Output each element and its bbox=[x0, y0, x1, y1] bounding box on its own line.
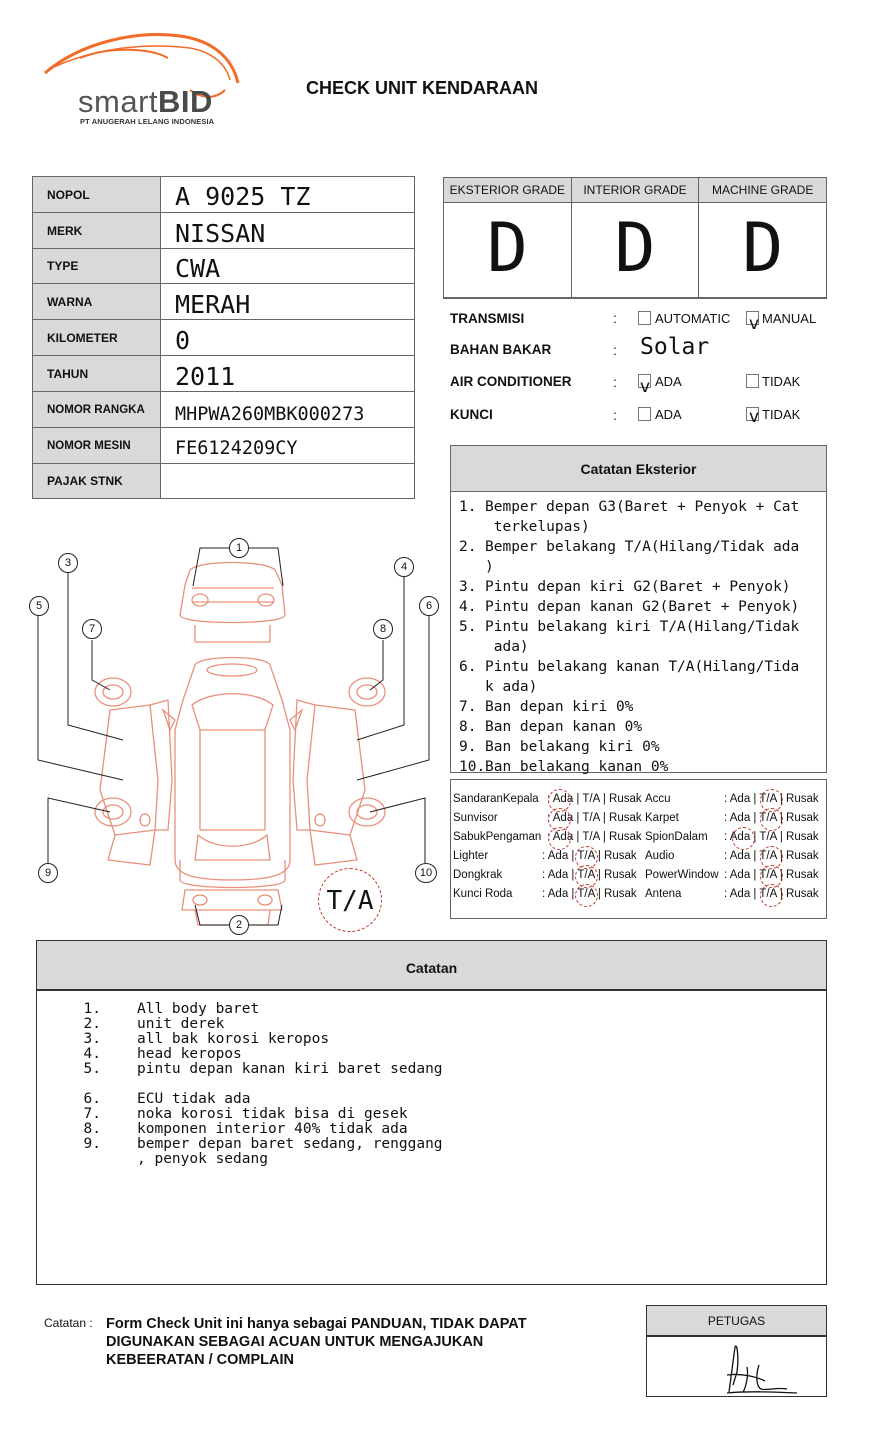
checkbox-automatic[interactable] bbox=[638, 311, 651, 325]
accessory-options: : Ada | T/A | Rusak bbox=[724, 812, 819, 824]
info-value-nopol: A 9025 TZ bbox=[161, 177, 415, 213]
accessory-name: Kunci Roda bbox=[453, 888, 513, 900]
ta-stamp: T/A bbox=[318, 868, 382, 932]
info-value-nomor-rangka: MHPWA260MBK000273 bbox=[161, 392, 415, 428]
info-value-type: CWA bbox=[161, 249, 415, 284]
accessory-options: : Ada | T/A | Rusak bbox=[542, 869, 637, 881]
grade-machine-label: MACHINE GRADE bbox=[699, 178, 826, 203]
accessory-name: SandaranKepala bbox=[453, 793, 539, 805]
note-item bbox=[65, 1062, 826, 1077]
exterior-note-text: terkelupas) bbox=[485, 519, 590, 535]
note-number: 6. bbox=[83, 1091, 101, 1107]
footer-disclaimer: Form Check Unit ini hanya sebagai PANDUAN, TIDAK DAPAT DIGUNAKAN SEBAGAI ACUAN UNTUK MENGAJUKAN KEBEERATAN / COMPLAIN bbox=[106, 1316, 527, 1368]
exterior-note-item bbox=[459, 537, 818, 557]
document-title: CHECK UNIT KENDARAAN bbox=[306, 78, 538, 98]
option-kunci-ada-label: ADA bbox=[655, 407, 682, 422]
note-number: 9. bbox=[83, 1136, 101, 1152]
note-text: head keropos bbox=[137, 1046, 242, 1062]
exterior-note-item bbox=[459, 677, 818, 697]
grade-exterior-label: EKSTERIOR GRADE bbox=[444, 178, 571, 203]
exterior-note-text: Ban depan kanan 0% bbox=[485, 719, 643, 735]
note-number: 5. bbox=[83, 1061, 101, 1077]
info-value-merk: NISSAN bbox=[161, 213, 415, 249]
exterior-note-text: Pintu depan kanan G2(Baret + Penyok) bbox=[485, 599, 800, 615]
exterior-note-number: 9. bbox=[459, 739, 477, 755]
accessory-options: : Ada | T/A | Rusak bbox=[724, 869, 819, 881]
diagram-callout-6: 6 bbox=[419, 596, 439, 616]
exterior-note-number: 3. bbox=[459, 579, 477, 595]
info-value-pajak-stnk bbox=[161, 464, 415, 499]
accessory-options: : Ada | T/A | Rusak bbox=[724, 831, 819, 843]
diagram-callout-8: 8 bbox=[373, 619, 393, 639]
exterior-note-number: 8. bbox=[459, 719, 477, 735]
footer-label: Catatan : bbox=[44, 1316, 93, 1330]
accessory-options: : Ada | T/A | Rusak bbox=[724, 850, 819, 862]
grade-machine bbox=[699, 178, 826, 297]
checkbox-ac-tidak[interactable] bbox=[746, 374, 759, 388]
diagram-callout-2: 2 bbox=[229, 915, 249, 935]
diagram-callout-7: 7 bbox=[82, 619, 102, 639]
logo-wordmark: smartBID bbox=[78, 84, 213, 119]
logo-company-name: PT ANUGERAH LELANG INDONESIA bbox=[80, 117, 215, 126]
option-automatic-label: AUTOMATIC bbox=[655, 311, 731, 326]
note-text: noka korosi tidak bisa di gesek bbox=[137, 1106, 408, 1122]
notes-title: Catatan bbox=[37, 941, 826, 991]
spec-colon: : bbox=[613, 407, 617, 423]
accessory-options: : Ada | T/A | Rusak bbox=[547, 831, 642, 843]
accessory-options: : Ada | T/A | Rusak bbox=[547, 812, 642, 824]
exterior-notes-title: Catatan Eksterior bbox=[451, 446, 826, 492]
accessory-status-mark bbox=[575, 884, 598, 907]
info-label-type: TYPE bbox=[33, 249, 161, 284]
exterior-note-text: Ban belakang kanan 0% bbox=[485, 759, 669, 775]
note-number: 1. bbox=[83, 1001, 101, 1017]
diagram-callout-10: 10 bbox=[415, 863, 437, 883]
accessory-name: Accu bbox=[645, 793, 671, 805]
spec-label-kunci: KUNCI bbox=[450, 407, 493, 422]
checkbox-kunci-ada[interactable] bbox=[638, 407, 651, 421]
spec-colon: : bbox=[613, 310, 617, 326]
exterior-note-number bbox=[459, 517, 485, 537]
signature bbox=[647, 1337, 826, 1395]
accessory-name: Sunvisor bbox=[453, 812, 498, 824]
grade-interior bbox=[572, 178, 700, 297]
exterior-note-number: 2. bbox=[459, 539, 477, 555]
note-text: All body baret bbox=[137, 1001, 260, 1017]
notes-box bbox=[36, 940, 827, 1285]
accessory-name: Audio bbox=[645, 850, 675, 862]
grade-exterior-value: D bbox=[486, 209, 528, 288]
spec-label-transmisi: TRANSMISI bbox=[450, 311, 525, 326]
spec-colon: : bbox=[613, 342, 617, 358]
note-number: 4. bbox=[83, 1046, 101, 1062]
note-item bbox=[65, 1122, 826, 1137]
info-label-nomor-rangka: NOMOR RANGKA bbox=[33, 392, 161, 428]
vehicle-info-table bbox=[32, 176, 415, 499]
spec-colon: : bbox=[613, 374, 617, 390]
option-kunci-tidak-label: TIDAK bbox=[762, 407, 801, 422]
note-text: bemper depan baret sedang, renggang bbox=[137, 1136, 443, 1152]
check-mark-icon: v bbox=[749, 314, 760, 334]
exterior-note-text: ada) bbox=[485, 639, 529, 655]
note-text: ECU tidak ada bbox=[137, 1091, 251, 1107]
accessories-box bbox=[450, 779, 827, 919]
exterior-note-text: Pintu belakang kanan T/A(Hilang/Tida bbox=[485, 659, 800, 675]
accessory-name: Karpet bbox=[645, 812, 679, 824]
accessory-options: : Ada | T/A | Rusak bbox=[724, 793, 819, 805]
exterior-note-text: Bemper belakang T/A(Hilang/Tidak ada bbox=[485, 539, 800, 555]
note-item bbox=[65, 1047, 826, 1062]
note-number: 8. bbox=[83, 1121, 101, 1137]
accessory-name: Dongkrak bbox=[453, 869, 503, 881]
exterior-note-number bbox=[459, 557, 485, 577]
option-ac-tidak-label: TIDAK bbox=[762, 374, 801, 389]
grade-exterior bbox=[444, 178, 572, 297]
note-number: 7. bbox=[83, 1106, 101, 1122]
diagram-callout-4: 4 bbox=[394, 557, 414, 577]
exterior-note-number: 6. bbox=[459, 659, 477, 675]
exterior-note-item bbox=[459, 717, 818, 737]
spec-value-bahan-bakar: Solar bbox=[640, 334, 710, 360]
accessory-status-mark bbox=[760, 808, 783, 831]
accessory-options: : Ada | T/A | Rusak bbox=[542, 888, 637, 900]
exterior-note-item bbox=[459, 497, 818, 517]
note-item bbox=[65, 1152, 826, 1167]
exterior-notes-box bbox=[450, 445, 827, 773]
exterior-note-item bbox=[459, 617, 818, 637]
notes-list bbox=[37, 991, 826, 1167]
info-value-kilometer: 0 bbox=[161, 320, 415, 356]
grades-divider bbox=[443, 297, 827, 299]
note-item bbox=[65, 1107, 826, 1122]
exterior-note-text: k ada) bbox=[485, 679, 538, 695]
accessory-status-mark bbox=[760, 884, 783, 907]
accessory-name: SabukPengaman bbox=[453, 831, 542, 843]
exterior-note-number: 7. bbox=[459, 699, 477, 715]
note-text: , penyok sedang bbox=[137, 1151, 268, 1167]
car-damage-diagram bbox=[20, 530, 445, 940]
option-manual-label: MANUAL bbox=[762, 311, 817, 326]
spec-label-bahan-bakar: BAHAN BAKAR bbox=[450, 342, 552, 357]
petugas-box bbox=[646, 1305, 827, 1397]
exterior-note-item bbox=[459, 697, 818, 717]
exterior-note-text: Ban depan kiri 0% bbox=[485, 699, 634, 715]
note-item bbox=[65, 1092, 826, 1107]
exterior-note-item bbox=[459, 597, 818, 617]
exterior-note-number bbox=[459, 677, 485, 697]
diagram-callout-9: 9 bbox=[38, 863, 58, 883]
info-label-merk: MERK bbox=[33, 213, 161, 249]
exterior-note-item bbox=[459, 637, 818, 657]
exterior-note-text: ) bbox=[485, 559, 494, 575]
note-item bbox=[65, 1137, 826, 1152]
note-number: 2. bbox=[83, 1016, 101, 1032]
diagram-callout-1: 1 bbox=[229, 538, 249, 558]
note-item bbox=[65, 1017, 826, 1032]
grade-machine-value: D bbox=[742, 209, 784, 288]
exterior-note-item bbox=[459, 517, 818, 537]
option-ac-ada-label: ADA bbox=[655, 374, 682, 389]
check-mark-icon: v bbox=[749, 407, 760, 427]
exterior-note-item bbox=[459, 577, 818, 597]
note-item bbox=[65, 1032, 826, 1047]
info-label-tahun: TAHUN bbox=[33, 356, 161, 392]
exterior-note-text: Pintu depan kiri G2(Baret + Penyok) bbox=[485, 579, 791, 595]
exterior-note-number: 10. bbox=[459, 759, 486, 775]
accessory-name: Lighter bbox=[453, 850, 489, 862]
accessory-name: Antena bbox=[645, 888, 682, 900]
exterior-note-item bbox=[459, 757, 818, 777]
spec-label-ac: AIR CONDITIONER bbox=[450, 374, 572, 389]
info-value-nomor-mesin: FE6124209CY bbox=[161, 428, 415, 464]
note-number bbox=[65, 1152, 101, 1167]
exterior-note-item bbox=[459, 557, 818, 577]
note-item bbox=[65, 1002, 826, 1017]
exterior-note-text: Ban belakang kiri 0% bbox=[485, 739, 660, 755]
exterior-note-number: 1. bbox=[459, 499, 477, 515]
note-text: all bak korosi keropos bbox=[137, 1031, 330, 1047]
info-label-kilometer: KILOMETER bbox=[33, 320, 161, 356]
info-value-warna: MERAH bbox=[161, 284, 415, 320]
exterior-note-number bbox=[459, 637, 485, 657]
accessory-status-mark bbox=[732, 827, 755, 850]
exterior-notes-list bbox=[451, 492, 826, 777]
note-number: 3. bbox=[83, 1031, 101, 1047]
info-label-nopol: NOPOL bbox=[33, 177, 161, 213]
accessory-name: PowerWindow bbox=[645, 869, 719, 881]
petugas-label: PETUGAS bbox=[647, 1306, 826, 1337]
note-text: komponen interior 40% tidak ada bbox=[137, 1121, 408, 1137]
accessory-name: SpionDalam bbox=[645, 831, 708, 843]
accessory-status-mark bbox=[548, 827, 571, 850]
accessory-options: : Ada | T/A | Rusak bbox=[542, 850, 637, 862]
note-text: unit derek bbox=[137, 1016, 225, 1032]
notes-gap bbox=[65, 1077, 826, 1092]
accessory-options: : Ada | T/A | Rusak bbox=[724, 888, 819, 900]
accessory-options: : Ada | T/A | Rusak bbox=[547, 793, 642, 805]
exterior-note-number: 4. bbox=[459, 599, 477, 615]
diagram-callout-3: 3 bbox=[58, 553, 78, 573]
exterior-note-number: 5. bbox=[459, 619, 477, 635]
grades-table bbox=[443, 177, 827, 298]
check-mark-icon: v bbox=[640, 377, 651, 397]
exterior-note-item bbox=[459, 657, 818, 677]
grade-interior-value: D bbox=[614, 209, 656, 288]
exterior-note-item bbox=[459, 737, 818, 757]
info-label-nomor-mesin: NOMOR MESIN bbox=[33, 428, 161, 464]
grade-interior-label: INTERIOR GRADE bbox=[572, 178, 699, 203]
exterior-note-text: Pintu belakang kiri T/A(Hilang/Tidak bbox=[485, 619, 800, 635]
info-label-pajak-stnk: PAJAK STNK bbox=[33, 464, 161, 499]
note-text: pintu depan kanan kiri baret sedang bbox=[137, 1061, 443, 1077]
info-label-warna: WARNA bbox=[33, 284, 161, 320]
info-value-tahun: 2011 bbox=[161, 356, 415, 392]
diagram-callout-5: 5 bbox=[29, 596, 49, 616]
exterior-note-text: Bemper depan G3(Baret + Penyok + Cat bbox=[485, 499, 800, 515]
